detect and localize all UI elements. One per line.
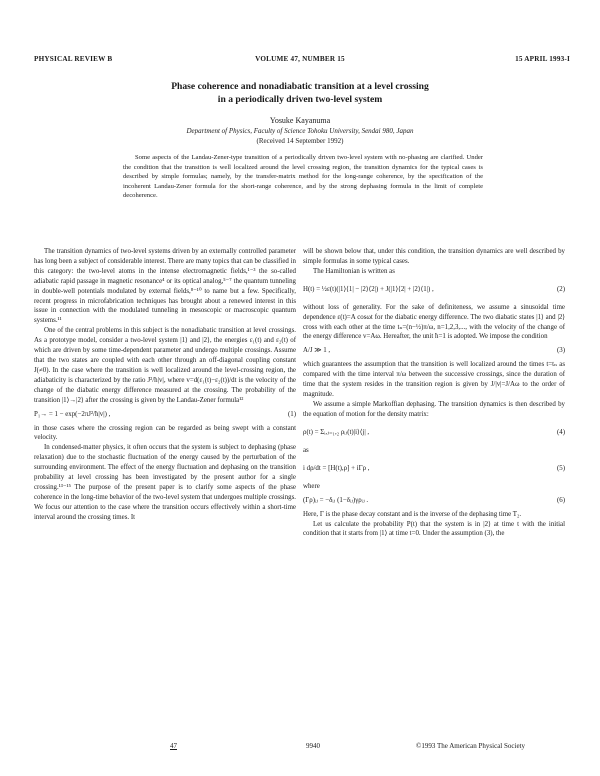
equation-number: (1) bbox=[287, 410, 296, 418]
title-line-2: in a periodically driven two-level system bbox=[217, 93, 383, 105]
equation-4 bbox=[303, 420, 565, 446]
paragraph: as bbox=[303, 446, 309, 454]
right-column bbox=[303, 247, 565, 539]
equation-number: (2) bbox=[556, 285, 565, 293]
equation-1 bbox=[34, 406, 296, 424]
equation-number: (4) bbox=[556, 428, 565, 436]
paragraph: The transition dynamics of two-level systems driven by an externally controlled parameter has long been a subject of considerable interest. There are many topics that can be classified in this category: the two-level atoms in the intense electromagnetic fields,¹⁻³ the so-called adiabatic rapid passage in magnetic resonance⁴ or its optical analog,⁵⁻⁷ the quantum tunneling in double-well potentials modulated by external fields,⁸⁻¹⁰ to name but a few. Specifically, recent progress in microfabrication techniques has brought about a renewed interest in this issue in connection with the modulated tunneling in mesoscopic or macroscopic quantum systems.¹¹ bbox=[34, 248, 296, 325]
author-name: Yosuke Kayanuma bbox=[269, 116, 331, 125]
equation-5 bbox=[303, 456, 565, 482]
author-affiliation: Department of Physics, Faculty of Science Tohoku University, Sendai 980, Japan bbox=[186, 127, 414, 135]
equation-number: (3) bbox=[556, 347, 565, 355]
paragraph: in those cases where the crossing region can be regarded as being swept with a constant velocity. bbox=[34, 424, 296, 442]
page-footer bbox=[0, 742, 600, 754]
equation-body: A/J ≫ 1 , bbox=[303, 347, 331, 355]
paragraph: One of the central problems in this subject is the nonadiabatic transition at level crossings. As a prototype model, consider a two-level system |1⟩ and |2⟩, the energies ε₁(t) and ε₂(t) of which are driven by some time-dependent parameter and undergo multiple crossings. Assume that the two states are coupled with each other through an off-diagonal coupling constant J(≠0). In the case where the transition is well localized around the level-crossing region, the adiabaticity is characterized by the ratio J²/ħ|v|, where v=d(ε₁(t)−ε₂(t))/dt is the velocity of the change of the diabatic energy difference measured at the crossing. The probability of the transition |1⟩→|2⟩ after the crossing is given by the Landau-Zener formula¹² bbox=[34, 327, 296, 404]
paragraph: In condensed-matter physics, it often occurs that the system is subject to dephasing (phase relaxation) due to the stochastic fluctuation of the energy caused by the perturbation of the surrounding environment. The effect of the energy fluctuation and dephasing on the transition probability at level crossing has been investigated by the present author for a single crossing.¹³⁻¹⁵ The purpose of the present paper is to clarify some aspects of the phase coherence in the long-time behavior of the two-level system that undergoes multiple crossings. We focus our attention to the case where the transition occurs effectively within a short-time interval around the crossing times. It bbox=[34, 444, 296, 521]
copyright: ©1993 The American Physical Society bbox=[416, 742, 526, 750]
equation-number: (5) bbox=[556, 464, 565, 472]
page-number: 9940 bbox=[306, 742, 320, 750]
paragraph: without loss of generality. For the sake of definiteness, we assume a sinusoidal time dependence ε(t)=A cosωt for the diabatic energy difference. The two diabatic states |1⟩ and |2⟩ cross with each other at the time tₙ=(n−½)π/ω, n=1,2,3,..., with the velocity of the change of the energy difference v=Aω. Hereafter, the unit ħ=1 is adopted. We impose the condition bbox=[303, 303, 565, 341]
volume-number: VOLUME 47, NUMBER 15 bbox=[255, 55, 345, 63]
issue-date: 15 APRIL 1993-I bbox=[515, 55, 570, 63]
left-column bbox=[34, 247, 296, 523]
equation-6 bbox=[303, 492, 565, 510]
paragraph: Here, Γ is the phase decay constant and is the inverse of the dephasing time T₂. bbox=[303, 510, 522, 518]
equation-2 bbox=[303, 277, 565, 303]
paragraph: will be shown below that, under this condition, the transition dynamics are well described by simple formulas in some typical cases. bbox=[303, 248, 565, 265]
equation-body: P₁→ = 1 − exp(−2πJ²/ħ|v|) , bbox=[34, 410, 111, 418]
equation-3 bbox=[303, 342, 565, 360]
abstract: Some aspects of the Landau-Zener-type transition of a periodically driven two-level system with no-phasing are clarified. Under the condition that the transition is well localized around the level crossing region, the transition dynamics for the typical cases is described by simple formulas; namely, by the transfer-matrix method for the long-range coherence, by the specification of the incoherent Landau-Zener formula for the short-range coherence, and by the strong dephasing formula in the limit of complete decoherence. bbox=[123, 154, 483, 200]
equation-body: H(t) = ½ε(t)(|1⟩⟨1| − |2⟩⟨2|) + J(|1⟩⟨2| + |2⟩⟨1|) , bbox=[303, 285, 434, 293]
paragraph: where bbox=[303, 482, 320, 490]
paper-title bbox=[60, 81, 540, 106]
title-line-1: Phase coherence and nonadiabatic transition at a level crossing bbox=[171, 81, 429, 92]
received-date: (Received 14 September 1992) bbox=[256, 137, 344, 145]
paragraph: The Hamiltonian is written as bbox=[313, 267, 395, 275]
paragraph: which guarantees the assumption that the transition is well localized around the times t=tₙ as compared with the time interval π/ω between the successive crossings, since the duration of time that the system resides in the transition region is given by J/|v|=J/Aω to the order of magnitude. bbox=[303, 361, 565, 399]
paragraph: We assume a simple Markoffian dephasing. The transition dynamics is then described by the equation of motion for the density matrix: bbox=[303, 400, 565, 418]
journal-name: PHYSICAL REVIEW B bbox=[34, 55, 113, 63]
equation-body: ρ(t) = Σᵢ,ⱼ₌₁,₂ ρᵢⱼ(t)|i⟩⟨j| , bbox=[303, 428, 370, 436]
equation-body: i dρ/dt = [H(t),ρ] + iΓρ , bbox=[303, 464, 370, 472]
equation-body: (Γρ)ᵢⱼ = −δᵢⱼ (1−δᵢⱼ)γρᵢⱼ . bbox=[303, 496, 369, 504]
equation-number: (6) bbox=[556, 496, 565, 504]
footer-volume: 47 bbox=[170, 742, 177, 750]
paragraph: Let us calculate the probability P(t) that the system is in |2⟩ at time t with the initial condition that it starts from |1⟩ at time t=0. Under the assumption (3), the bbox=[303, 520, 565, 538]
